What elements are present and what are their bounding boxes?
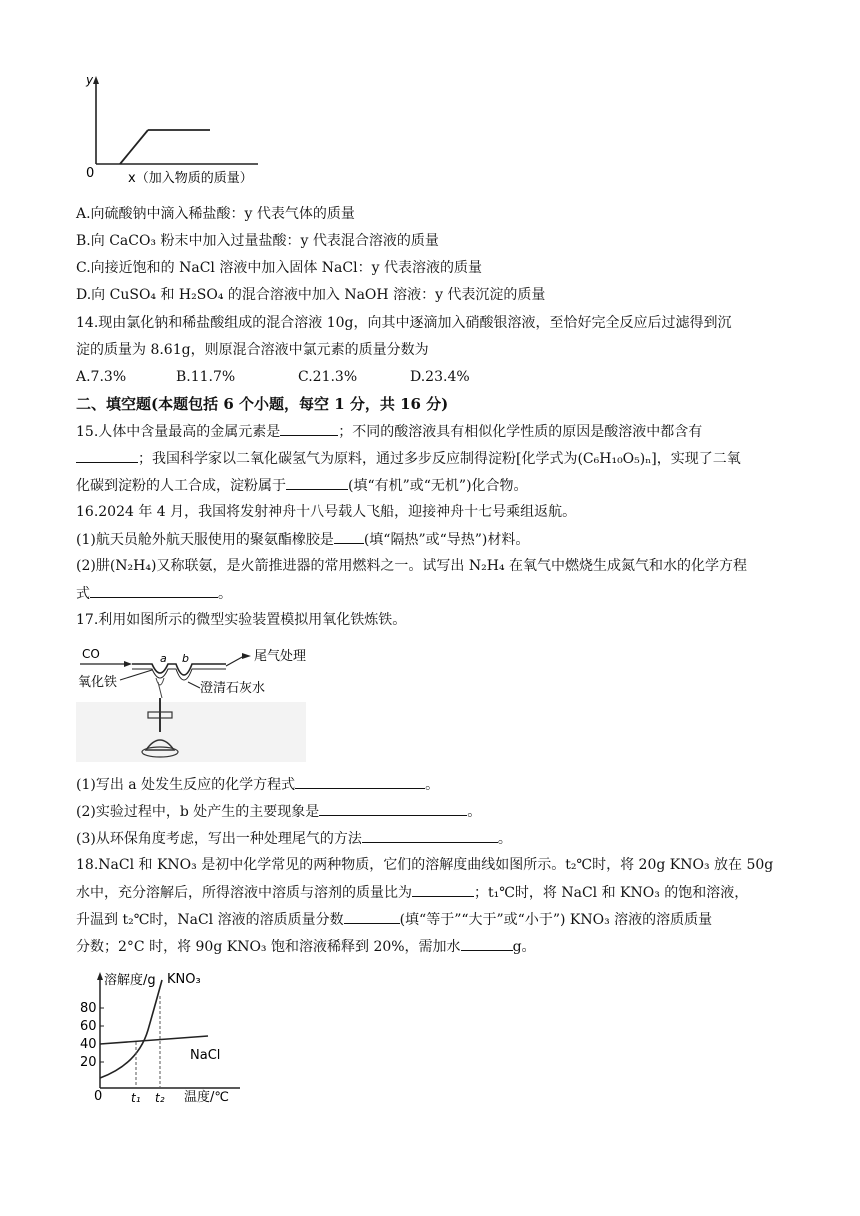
solubility-y-label: 溶解度/g xyxy=(104,973,156,988)
q17-blank-1[interactable] xyxy=(295,774,425,789)
graph-1-x-label: x（加入物质的质量） xyxy=(128,171,253,186)
question-16-line-2 xyxy=(76,529,529,550)
question-14-line-1: 14.现由氯化钠和稀盐酸组成的混合溶液 10g，向其中逐滴加入硝酸银溶液，至恰好完全反应后过滤得到沉 xyxy=(76,315,732,331)
apparatus-shadow xyxy=(76,702,306,762)
apparatus-figure xyxy=(76,642,306,762)
y-tick-60: 60 xyxy=(80,1019,97,1034)
option-14-a: A.7.3% xyxy=(76,369,127,385)
option-14-b: B.11.7% xyxy=(176,369,236,385)
q15-blank-2[interactable] xyxy=(76,448,138,463)
q16-text-1: (1)航天员舱外航天服使用的聚氨酯橡胶是 xyxy=(76,532,334,548)
question-15-line-1 xyxy=(76,421,702,442)
question-14-options xyxy=(76,367,470,387)
question-18-line-1: 18.NaCl 和 KNO₃ 是初中化学常见的两种物质，它们的溶解度曲线如图所示。t₂℃时，将 20g KNO₃ 放在 50g xyxy=(76,857,774,873)
graph-figure-1 xyxy=(78,68,278,192)
question-18-line-4 xyxy=(76,936,536,957)
label-co: CO xyxy=(82,647,100,661)
y-tick-80: 80 xyxy=(80,1001,97,1016)
exhaust-line xyxy=(226,656,244,666)
limewater-pointer xyxy=(188,682,200,688)
apparatus-svg xyxy=(76,642,306,762)
solubility-origin: 0 xyxy=(94,1089,103,1104)
option-13-b: B.向 CaCO₃ 粉末中加入过量盐酸：y 代表混合溶液的质量 xyxy=(76,233,439,249)
section-2-title: 二、填空题(本题包括 6 个小题，每空 1 分，共 16 分) xyxy=(76,395,449,413)
q15-text-3: ；我国科学家以二氧化碳氢气为原料，通过多步反应制得淀粉[化学式为(C₆H₁₀O₅)ₙ]，实现了二氧 xyxy=(138,451,741,467)
graph-1-svg xyxy=(78,68,278,192)
option-13-a: A.向硫酸钠中滴入稀盐酸：y 代表气体的质量 xyxy=(76,206,355,222)
q15-text-5: (填“有机”或“无机”)化合物。 xyxy=(348,478,528,494)
exhaust-arrow xyxy=(242,653,251,659)
q18-text-2: ；t₁℃时，将 NaCl 和 KNO₃ 的饱和溶液， xyxy=(474,885,749,901)
q17-text-6: 。 xyxy=(497,831,512,847)
option-14-d: D.23.4% xyxy=(410,369,470,385)
x-tick-t2: t₂ xyxy=(155,1091,165,1105)
question-17-sub-1 xyxy=(76,774,439,795)
label-a: a xyxy=(160,652,167,665)
y-tick-40: 40 xyxy=(80,1037,97,1052)
q18-text-6: g。 xyxy=(512,939,536,955)
q17-text-1: (1)写出 a 处发生反应的化学方程式 xyxy=(76,777,296,793)
q17-text-4: 。 xyxy=(467,804,482,820)
co-arrow-head xyxy=(124,661,132,667)
label-iron-oxide: 氧化铁 xyxy=(78,675,118,690)
q17-text-3: (2)实验过程中，b 处产生的主要现象是 xyxy=(76,804,320,820)
q15-text-1: 15.人体中含量最高的金属元素是 xyxy=(76,424,281,440)
q17-blank-3[interactable] xyxy=(362,828,498,843)
q16-blank-1[interactable] xyxy=(334,529,364,544)
question-16-line-3: (2)肼(N₂H₄)又称联氨，是火箭推进器的常用燃料之一。试写出 N₂H₄ 在氧气中燃烧生成氮气和水的化学方程 xyxy=(76,558,748,574)
q18-text-3: 升温到 t₂℃时，NaCl 溶液的溶质质量分数 xyxy=(76,912,344,928)
graph-1-rising-segment xyxy=(120,130,148,164)
question-16-line-4 xyxy=(76,583,232,604)
question-18-line-2 xyxy=(76,882,748,903)
solubility-svg xyxy=(76,966,256,1106)
q17-text-5: (3)从环保角度考虑，写出一种处理尾气的方法 xyxy=(76,831,362,847)
kno3-curve xyxy=(100,980,162,1078)
question-17-sub-3 xyxy=(76,828,512,849)
graph-1-origin-label: 0 xyxy=(86,166,95,181)
q15-blank-1[interactable] xyxy=(280,421,338,436)
iron-oxide-pointer xyxy=(120,670,152,680)
question-17-sub-2 xyxy=(76,801,481,822)
solubility-figure xyxy=(76,966,256,1106)
question-18-line-3 xyxy=(76,909,712,930)
graph-1-y-label: y xyxy=(86,73,94,87)
q16-text-2: (填“隔热”或“导热”)材料。 xyxy=(363,532,530,548)
q15-blank-3[interactable] xyxy=(286,475,348,490)
label-exhaust: 尾气处理 xyxy=(254,649,306,664)
q16-text-4: 。 xyxy=(218,586,232,602)
q18-blank-2[interactable] xyxy=(344,909,400,924)
q18-text-4: (填“等于”“大于”或“小于”) KNO₃ 溶液的溶质质量 xyxy=(399,912,713,928)
question-16-line-1: 16.2024 年 4 月，我国将发射神舟十八号载人飞船，迎接神舟十七号乘组返航。 xyxy=(76,504,577,520)
option-13-c: C.向接近饱和的 NaCl 溶液中加入固体 NaCl：y 代表溶液的质量 xyxy=(76,260,482,276)
label-b: b xyxy=(182,652,189,665)
y-axis-arrow xyxy=(93,76,99,84)
kno3-label: KNO₃ xyxy=(167,972,201,987)
q16-text-3: 式 xyxy=(76,586,90,602)
q17-blank-2[interactable] xyxy=(319,801,467,816)
option-13-d: D.向 CuSO₄ 和 H₂SO₄ 的混合溶液中加入 NaOH 溶液：y 代表沉淀的质量 xyxy=(76,287,546,303)
solubility-y-arrow xyxy=(97,972,103,980)
flame xyxy=(156,678,164,698)
q15-text-2: ；不同的酸溶液具有相似化学性质的原因是酸溶液中都含有 xyxy=(338,424,703,440)
q16-blank-2[interactable] xyxy=(90,583,218,598)
q18-blank-3[interactable] xyxy=(461,936,513,951)
question-14-line-2: 淀的质量为 8.61g，则原混合溶液中氯元素的质量分数为 xyxy=(76,342,429,358)
q18-text-5: 分数；2°C 时，将 90g KNO₃ 饱和溶液稀释到 20%，需加水 xyxy=(76,939,461,955)
option-14-c: C.21.3% xyxy=(298,369,358,385)
question-17-line-1: 17.利用如图所示的微型实验装置模拟用氧化铁炼铁。 xyxy=(76,612,407,628)
q15-text-4: 化碳到淀粉的人工合成，淀粉属于 xyxy=(76,478,286,494)
x-tick-t1: t₁ xyxy=(131,1091,141,1105)
question-15-line-2 xyxy=(76,448,741,469)
q18-blank-1[interactable] xyxy=(412,882,474,897)
nacl-curve xyxy=(100,1036,208,1044)
q17-text-2: 。 xyxy=(425,777,440,793)
nacl-label: NaCl xyxy=(190,1048,221,1063)
y-tick-20: 20 xyxy=(80,1055,97,1070)
label-limewater: 澄清石灰水 xyxy=(200,681,266,696)
question-15-line-3 xyxy=(76,475,528,496)
q18-text-1: 水中，充分溶解后，所得溶液中溶质与溶剂的质量比为 xyxy=(76,885,412,901)
solubility-x-label: 温度/℃ xyxy=(184,1090,229,1105)
